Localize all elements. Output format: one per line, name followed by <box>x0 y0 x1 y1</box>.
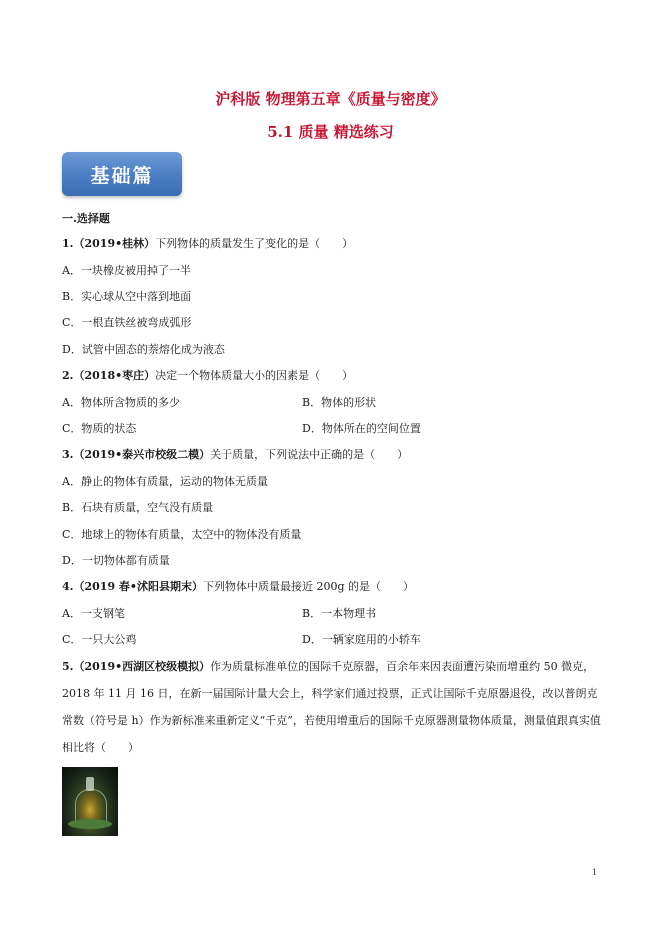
question-4-option-b: B．一本物理书 <box>302 607 377 620</box>
question-2-option-c: C．物质的状态 <box>62 422 137 435</box>
question-3-stem: 关于质量，下列说法中正确的是（ ） <box>210 448 409 461</box>
question-3-option-b: B．石块有质量，空气没有质量 <box>62 501 214 514</box>
section-heading: 一.选择题 <box>62 212 110 225</box>
question-2-stem: 决定一个物体质量大小的因素是（ ） <box>155 369 354 382</box>
page-number: 1 <box>592 868 598 877</box>
document-subtitle: 5.1 质量 精选练习 <box>267 123 394 141</box>
question-1-option-d: D．试管中固态的萘熔化成为液态 <box>62 343 225 356</box>
question-4-option-a: A．一支钢笔 <box>62 607 125 620</box>
question-3 <box>62 448 408 462</box>
question-4-option-d: D．一辆家庭用的小轿车 <box>302 633 421 646</box>
question-4-source: 4.（2019 春•沭阳县期末） <box>62 580 203 593</box>
question-5 <box>62 653 602 761</box>
question-3-source: 3.（2019•泰兴市校级二模） <box>62 448 211 461</box>
question-2-source: 2.（2018•枣庄） <box>62 369 156 382</box>
question-2-option-a: A．物体所含物质的多少 <box>62 396 180 409</box>
document-title: 沪科版 物理第五章《质量与密度》 <box>215 90 446 108</box>
question-1 <box>62 237 353 251</box>
question-1-option-a: A．一块橡皮被用掉了一半 <box>62 264 191 277</box>
kilogram-prototype-photo <box>62 767 118 836</box>
question-1-stem: 下列物体的质量发生了变化的是（ ） <box>155 237 354 250</box>
question-5-source: 5.（2019•西湖区校级模拟） <box>62 660 211 673</box>
question-5-stem: 作为质量标准单位的国际千克原器，百余年来因表面遭污染而增重约 50 微克，2018 年 11 月 16 日，在新一届国际计量大会上，科学家们通过投票，正式让国际千克原器退役，改以普朗克常数（符号是 h）作为新标准来重新定义“千克”，若使用增重后的国际千克原器测量物体质量，测量值跟真实值相比将（ ） <box>62 660 601 754</box>
question-2-option-d: D．物体所在的空间位置 <box>302 422 421 435</box>
question-4-stem: 下列物体中质量最接近 200g 的是（ ） <box>202 580 414 593</box>
question-2-option-b: B．物体的形状 <box>302 396 377 409</box>
question-2 <box>62 369 353 383</box>
section-banner <box>62 152 182 196</box>
question-1-source: 1.（2019•桂林） <box>62 237 156 250</box>
question-3-option-d: D．一切物体都有质量 <box>62 554 170 567</box>
question-4-option-c: C．一只大公鸡 <box>62 633 137 646</box>
question-3-option-a: A．静止的物体有质量，运动的物体无质量 <box>62 475 268 488</box>
question-1-option-c: C．一根直铁丝被弯成弧形 <box>62 316 192 329</box>
question-3-option-c: C．地球上的物体有质量，太空中的物体没有质量 <box>62 528 302 541</box>
question-4 <box>62 580 414 594</box>
question-1-option-b: B．实心球从空中落到地面 <box>62 290 192 303</box>
banner-label: 基础篇 <box>90 165 154 187</box>
